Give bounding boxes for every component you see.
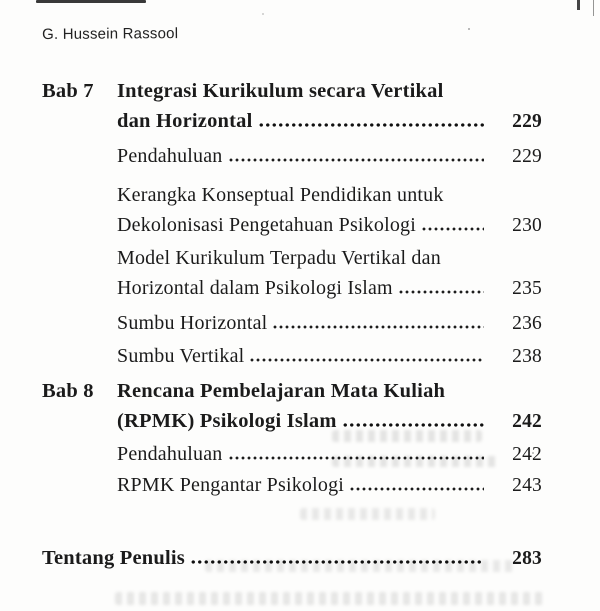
toc-row-chapter-8-line-1 bbox=[42, 376, 542, 406]
page-showthrough bbox=[115, 592, 545, 605]
toc-row-kerangka-line-2 bbox=[117, 210, 542, 241]
toc-row-chapter-7-line-2 bbox=[117, 106, 542, 137]
page-number: 242 bbox=[512, 444, 542, 465]
dot-leader bbox=[258, 123, 485, 127]
chapter-label: Bab 8 bbox=[42, 380, 94, 402]
page-number: 283 bbox=[512, 548, 542, 569]
toc-row-model-line-1 bbox=[117, 243, 542, 273]
section-title: Sumbu Vertikal bbox=[117, 345, 245, 367]
toc-row-pendahuluan-7 bbox=[117, 141, 542, 172]
chapter-title: Rencana Pembelajaran Mata Kuliah bbox=[117, 380, 446, 402]
section-title-continued: Horizontal dalam Psikologi Islam bbox=[117, 277, 393, 299]
page-number: 242 bbox=[512, 411, 542, 432]
dot-leader bbox=[228, 456, 484, 460]
dot-leader bbox=[342, 423, 484, 427]
table-of-contents bbox=[42, 76, 542, 574]
page-number: 230 bbox=[512, 215, 542, 236]
section-title: RPMK Pengantar Psikologi bbox=[117, 474, 345, 496]
toc-row-tentang-penulis bbox=[42, 543, 542, 574]
toc-row-rpmk-pengantar bbox=[117, 470, 542, 501]
dot-leader bbox=[190, 560, 484, 564]
toc-row-chapter-7-line-1 bbox=[42, 76, 542, 106]
page-number: 238 bbox=[512, 346, 542, 367]
toc-row-sumbu-horizontal bbox=[117, 308, 542, 339]
toc-row-sumbu-vertikal bbox=[117, 341, 542, 372]
page-number: 243 bbox=[512, 475, 542, 496]
toc-row-pendahuluan-8 bbox=[117, 439, 542, 470]
toc-row-chapter-8-line-2 bbox=[117, 406, 542, 437]
section-title: Kerangka Konseptual Pendidikan untuk bbox=[117, 184, 444, 206]
page-number: 236 bbox=[512, 313, 542, 334]
section-title: Pendahuluan bbox=[117, 145, 223, 167]
chapter-title: Integrasi Kurikulum secara Vertikal bbox=[117, 80, 444, 102]
toc-row-kerangka-line-1 bbox=[117, 180, 542, 210]
toc-row-model-line-2 bbox=[117, 273, 542, 304]
dot-leader bbox=[421, 227, 484, 231]
running-head-author: G. Hussein Rassool bbox=[42, 25, 179, 43]
back-matter-title: Tentang Penulis bbox=[42, 547, 185, 569]
section-title: Pendahuluan bbox=[117, 443, 223, 465]
page-number: 229 bbox=[512, 111, 542, 132]
chapter-label: Bab 7 bbox=[42, 80, 94, 102]
dot-leader bbox=[398, 290, 484, 294]
dot-leader bbox=[272, 325, 484, 329]
page-number: 235 bbox=[512, 278, 542, 299]
section-title-continued: Dekolonisasi Pengetahuan Psikologi bbox=[117, 214, 416, 236]
section-title: Sumbu Horizontal bbox=[117, 312, 268, 334]
dot-leader bbox=[349, 487, 484, 491]
section-title: Model Kurikulum Terpadu Vertikal dan bbox=[117, 247, 441, 269]
dot-leader bbox=[249, 358, 484, 362]
page-number: 229 bbox=[512, 146, 542, 167]
chapter-title-continued: dan Horizontal bbox=[117, 110, 253, 132]
chapter-title-continued: (RPMK) Psikologi Islam bbox=[117, 410, 337, 432]
dot-leader bbox=[228, 158, 484, 162]
